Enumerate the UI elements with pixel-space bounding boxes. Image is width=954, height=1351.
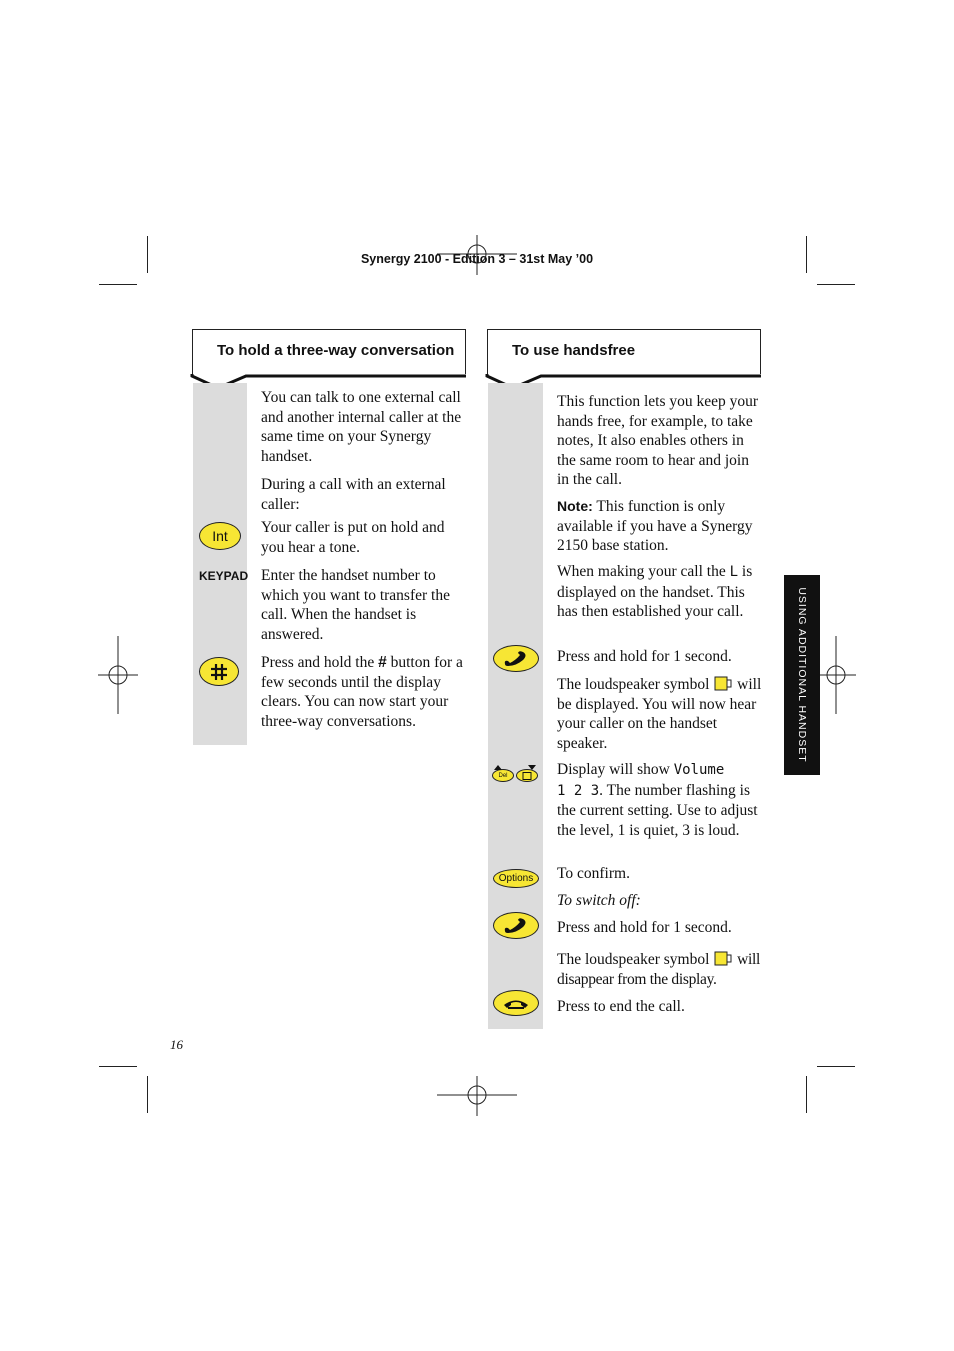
keypad-label: KEYPAD xyxy=(199,569,249,583)
crop-mark xyxy=(99,1066,137,1067)
int-button[interactable] xyxy=(199,522,241,550)
note-label: Note: xyxy=(557,498,593,514)
left-intro-text: You can talk to one external call and another internal caller at the same time on your Synergy handset. xyxy=(261,389,462,465)
right-section-heading xyxy=(487,329,761,374)
confirm-text: To confirm. xyxy=(557,865,630,882)
left-section-heading xyxy=(192,329,466,374)
crop-mark xyxy=(147,1076,148,1113)
options-label: Options xyxy=(498,873,534,884)
page-number: 16 xyxy=(170,1037,183,1052)
volume-display-text: Display will show Volume 1 2 3. The number flashing is the current setting. Use to adjust the level, 1 is quiet, 3 is loud. xyxy=(557,761,758,839)
call-symbol: L xyxy=(729,564,739,580)
left-icon-column xyxy=(193,383,247,745)
speaker-shown-text: The loudspeaker symbol will be displayed. You will now hear your caller on the handset speaker. xyxy=(557,676,762,752)
left-during-text: During a call with an external caller: xyxy=(261,476,446,513)
keypad-step-text: Enter the handset number to which you want to transfer the call. When the handset is answered. xyxy=(261,567,450,643)
phone-handset-icon xyxy=(502,918,530,934)
int-button-label: Int xyxy=(212,528,228,544)
int-step-text: Your caller is put on hold and you hear a tone. xyxy=(261,519,445,556)
making-call-text: When making your call the L is displayed on the handset. This has then established your call. xyxy=(557,563,753,620)
loudspeaker-icon xyxy=(713,675,733,692)
volume-up-button[interactable] xyxy=(516,769,538,782)
hash-button[interactable] xyxy=(199,657,239,686)
talk-button-off[interactable] xyxy=(493,912,539,939)
book-icon xyxy=(522,772,532,780)
options-button[interactable] xyxy=(493,869,539,888)
handsfree-note: Note: This function is only available if you have a Synergy 2150 base station. xyxy=(557,498,753,554)
end-call-button[interactable] xyxy=(493,990,539,1016)
handsfree-intro-text: This function lets you keep your hands free, for example, to take notes, It also enables others in the same room to hear and join in the call. xyxy=(557,393,759,488)
hang-up-icon xyxy=(502,996,530,1010)
volume-down-del-button[interactable] xyxy=(492,769,514,782)
crop-mark xyxy=(817,1066,855,1067)
speaker-gone-text: The loudspeaker symbol will disappear from the display. xyxy=(557,951,761,988)
hash-symbol: # xyxy=(378,654,387,671)
volume-levels: 1 2 3 xyxy=(557,782,600,799)
left-section-title: To hold a three-way conversation xyxy=(217,342,455,359)
document-header: Synergy 2100 - Edition 3 – 31st May ’00 xyxy=(360,252,594,266)
end-call-text: Press to end the call. xyxy=(557,998,685,1015)
registration-mark-left xyxy=(98,636,138,714)
talk-button[interactable] xyxy=(493,645,539,672)
registration-mark-right xyxy=(816,636,856,714)
crop-mark xyxy=(806,1076,807,1113)
phone-handset-icon xyxy=(502,651,530,667)
crop-mark xyxy=(817,284,855,285)
volume-readout: Volume xyxy=(673,762,725,778)
del-label: Del xyxy=(498,772,508,779)
hash-step-text: Press and hold the # button for a few seconds until the display clears. You can now start your three-way conversations. xyxy=(261,654,463,730)
loudspeaker-icon xyxy=(713,950,733,967)
switch-off-heading: To switch off: xyxy=(557,892,641,909)
right-section-title: To use handsfree xyxy=(512,342,636,359)
registration-mark-bottom xyxy=(437,1076,517,1116)
talk-off-step-text: Press and hold for 1 second. xyxy=(557,919,732,936)
talk-step-text: Press and hold for 1 second. xyxy=(557,648,732,665)
side-section-tab xyxy=(784,575,820,775)
up-arrow-icon xyxy=(494,765,502,770)
hash-icon xyxy=(210,663,228,681)
crop-mark xyxy=(99,284,137,285)
side-tab-label: USING ADDITIONAL HANDSET xyxy=(796,587,808,763)
down-arrow-icon xyxy=(528,765,536,770)
